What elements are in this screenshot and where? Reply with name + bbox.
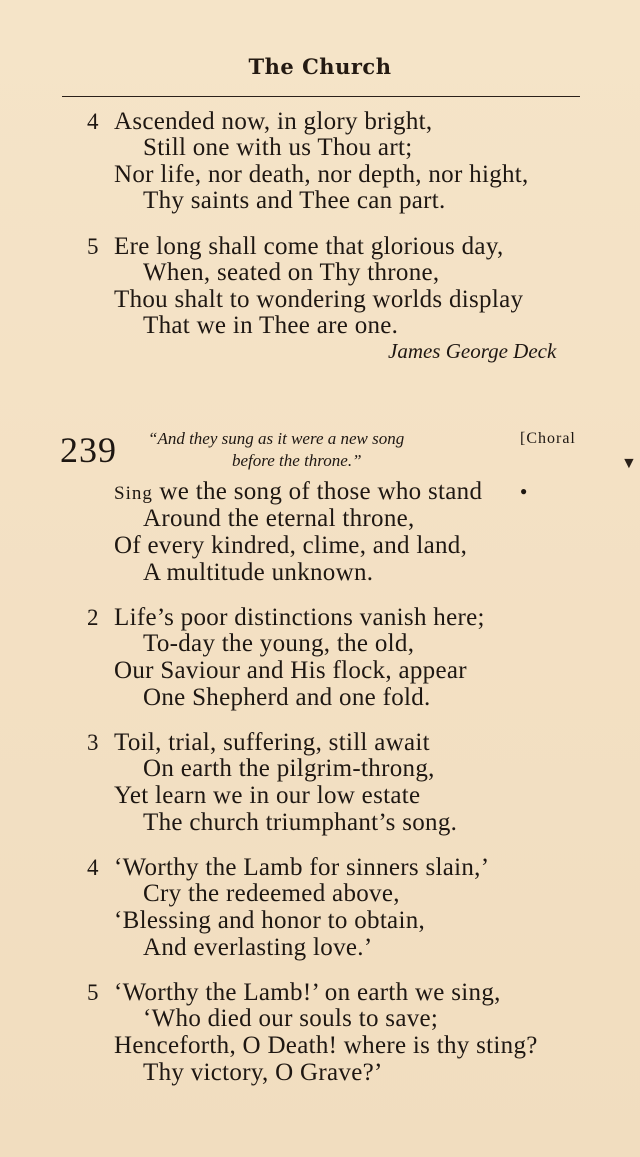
verse-line: Cry the redeemed above, <box>143 880 400 907</box>
author-attribution: James George Deck <box>388 339 557 363</box>
verse-line: Ere long shall come that glorious day, <box>114 233 504 260</box>
stanza-number: 3 <box>87 730 99 755</box>
verse-line: ‘Worthy the Lamb!’ on earth we sing, <box>114 979 501 1006</box>
page-edge-mark: ▼ <box>621 455 637 472</box>
verse-line: The church triumphant’s song. <box>143 809 458 836</box>
running-head: The Church <box>248 54 392 79</box>
epigraph-line: “And they sung as it were a new song <box>148 429 405 448</box>
verse-line-rest: we the song of those who stand <box>152 478 483 505</box>
verse-line: Yet learn we in our low estate <box>114 782 421 809</box>
verse-line: On earth the pilgrim-throng, <box>143 755 435 782</box>
verse-line: Toil, trial, suffering, still await <box>114 729 430 756</box>
epigraph-line: before the throne.” <box>232 451 362 470</box>
verse-line: ‘Worthy the Lamb for sinners slain,’ <box>114 854 490 881</box>
verse-line: Our Saviour and His flock, appear <box>114 657 467 684</box>
stanza-number: 4 <box>87 109 99 134</box>
ink-dot: ● <box>520 484 528 498</box>
verse-line: Ascended now, in glory bright, <box>114 108 433 135</box>
verse-line: Thou shalt to wondering worlds display <box>114 286 524 313</box>
verse-line: Thy victory, O Grave?’ <box>143 1059 383 1086</box>
verse-line: Henceforth, O Death! where is thy sting? <box>114 1032 538 1059</box>
verse-line: To-day the young, the old, <box>143 630 415 657</box>
verse-line: A multitude unknown. <box>143 559 374 586</box>
stanza-number: 5 <box>87 234 99 259</box>
verse-line: Around the eternal throne, <box>143 505 415 532</box>
verse-line: ‘Who died our souls to save; <box>143 1005 439 1032</box>
verse-line: That we in Thee are one. <box>143 312 399 339</box>
initial-word: Sing <box>114 483 153 504</box>
verse-line: Thy saints and Thee can part. <box>143 187 446 214</box>
stanza-number: 4 <box>87 855 99 880</box>
verse-line: One Shepherd and one fold. <box>143 684 431 711</box>
verse-line-first <box>114 478 482 508</box>
verse-line: When, seated on Thy throne, <box>143 259 440 286</box>
verse-line: And everlasting love.’ <box>143 934 373 961</box>
stanza-number: 2 <box>87 605 99 630</box>
verse-line: Of every kindred, clime, and land, <box>114 532 468 559</box>
verse-line: Nor life, nor death, nor depth, nor hight, <box>114 161 529 188</box>
verse-line: Still one with us Thou art; <box>143 134 413 161</box>
verse-line: ‘Blessing and honor to obtain, <box>114 907 426 934</box>
verse-line: Life’s poor distinctions vanish here; <box>114 604 485 631</box>
header-rule <box>62 96 580 97</box>
tune-name: [Choral <box>520 430 576 447</box>
stanza-number: 5 <box>87 980 99 1005</box>
hymn-number: 239 <box>60 430 117 470</box>
